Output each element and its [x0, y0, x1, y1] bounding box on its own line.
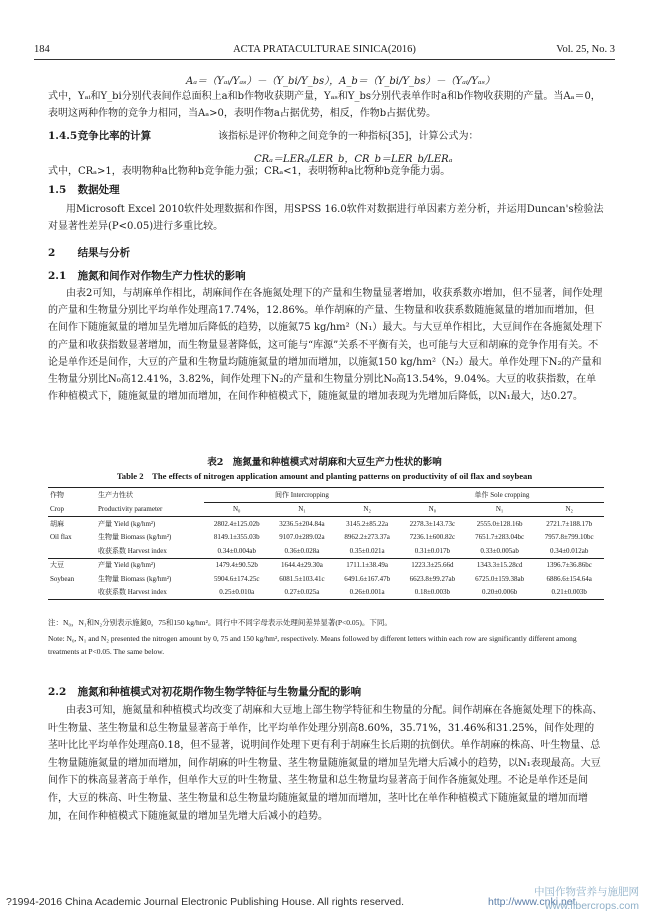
- value-cell: 2721.7±188.17b: [546, 519, 593, 528]
- value-cell: 7236.1±600.82c: [409, 533, 456, 542]
- inter-n1-header: N₁: [269, 502, 334, 517]
- value-cell: 2802.4±125.02b: [213, 519, 260, 528]
- value-cell: 8149.1±355.03b: [213, 533, 260, 542]
- table2-note-en: Note: N₀, N₁ and N₂ presented the nitrogen amount by 0, 75 and 150 kg/hm², respectively. Means followed by different letters within each row are significantly different among treatments at P<0.05. The same below.: [48, 634, 577, 656]
- inter-n0-header: N₀: [204, 502, 269, 517]
- table-header-row: [48, 488, 604, 503]
- page-number: 184: [34, 44, 50, 55]
- cnki-link[interactable]: http://www.cnki.net: [488, 896, 576, 908]
- value-cell: 7651.7±283.04bc: [475, 533, 525, 542]
- watermark-url: www.fibercrops.com: [545, 900, 639, 912]
- table-row: [48, 531, 604, 545]
- value-cell: 3236.5±204.84a: [279, 519, 325, 528]
- crop-cell: 胡麻: [50, 519, 64, 528]
- value-cell: 0.21±0.003b: [534, 586, 604, 600]
- section-2-2: [48, 684, 361, 699]
- value-cell: 0.20±0.006b: [465, 586, 535, 600]
- section-title: 施氮和间作对作物生产力性状的影响: [77, 270, 246, 282]
- table-row: [48, 517, 604, 531]
- value-cell: 6491.6±167.47b: [344, 574, 391, 583]
- section-number: 2.2: [48, 686, 67, 698]
- section-number: 1.5: [48, 184, 67, 196]
- intercropping-header: 间作 Intercropping: [204, 488, 400, 503]
- header-rule: [34, 59, 615, 60]
- value-cell: 6886.6±154.64a: [546, 574, 592, 583]
- aggressivity-definition: 式中，Yₐᵢ和Y_bi分别代表间作总面积上a和b作物收获期产量，Yₐₛ和Y_bs分别代表单作时a和b作物收获期的产量。当Aₐ＝0，表明这两种作物的竞争力相同，当Aₐ>0，表明作物a占据优势，相反，作物b占据优势。: [48, 91, 601, 120]
- param-cell: 产量 Yield (kg/hm²): [98, 561, 156, 570]
- table2: [48, 487, 604, 600]
- section-number: 1.4.5: [48, 130, 78, 142]
- sole-cropping-header: 单作 Sole cropping: [400, 488, 604, 503]
- journal-name: ACTA PRATACULTURAE SINICA(2016): [233, 44, 416, 55]
- copyright-notice: ?1994-2016 China Academic Journal Electronic Publishing House. All rights reserved.: [6, 896, 405, 908]
- crop-header-cn: 作物: [48, 488, 96, 503]
- results-2-2-paragraph: 由表3可知，施氮量和种植模式均改变了胡麻和大豆地上部生物学特征和生物量的分配。间作胡麻在各施氮处理下的株高、叶生物量、茎生物量和总生物量显著高于单作，比平均单作处理分别高8.60%，35.71%，31.46%和31.25%，间作处理的茎叶比比平均单作处理高0.18，但不显著，说明间作处理下更有利于胡麻生长后期的抗倒伏。单作胡麻的株高、叶生物量、总生物量随施氮量的增加而增加，间作胡麻的叶生物量、茎生物量随施氮量的增加呈先增大后减小的趋势，以N₁表现最高。大豆间作下的株高显著高于单作，但单作大豆的叶生物量、茎生物量和总生物量均显著高于间作各施氮处理。不论是单作还是间作，大豆的株高、叶生物量、茎生物量和总生物量均随施氮量的增加而增加，茎叶比在单作种植模式下随施氮量的增加而增加，在间作种植模式下随施氮量的增加呈先增大后减小的趋势。: [48, 705, 603, 822]
- crop-cell: Soybean: [50, 574, 75, 583]
- sole-n2-header: N₂: [534, 502, 604, 517]
- section-1-4-5: [48, 128, 151, 143]
- table-row: [48, 544, 604, 558]
- table-row: [48, 586, 604, 600]
- table2-note-cn: 注：N₀，N₁和N₂分别表示施氮0，75和150 kg/hm²。同行中不同字母表示处理间差异显著(P<0.05)。下同。: [48, 618, 392, 627]
- value-cell: 0.36±0.028a: [269, 544, 334, 558]
- crop-cell: Oil flax: [50, 533, 72, 542]
- table2-caption-cn: 表2 施氮量和种植模式对胡麻和大豆生产力性状的影响: [207, 457, 442, 468]
- competitive-ratio-formula: CRₐ＝LERₐ/LER_b，CR_b＝LER_b/LERₐ: [254, 154, 453, 165]
- watermark-cn: 中国作物营养与施肥网: [534, 886, 639, 898]
- value-cell: 8962.2±273.37a: [344, 533, 390, 542]
- value-cell: 0.34±0.012ab: [534, 544, 604, 558]
- section-title: 数据处理: [77, 184, 120, 196]
- section-2-1: [48, 268, 246, 283]
- value-cell: 1396.7±36.86bc: [546, 561, 592, 570]
- table-row: [48, 572, 604, 586]
- inter-n2-header: N₂: [334, 502, 399, 517]
- section-number: 2: [48, 247, 56, 259]
- value-cell: 0.31±0.017b: [400, 544, 465, 558]
- value-cell: 0.34±0.004ab: [204, 544, 269, 558]
- value-cell: 1343.3±15.28cd: [476, 561, 523, 570]
- value-cell: 1644.4±29.30a: [280, 561, 323, 570]
- param-header-en: Productivity parameter: [96, 502, 204, 517]
- crop-cell: [48, 586, 96, 600]
- param-cell: 收获系数 Harvest index: [96, 586, 204, 600]
- value-cell: 6081.5±103.41c: [279, 574, 325, 583]
- value-cell: 0.33±0.005ab: [465, 544, 535, 558]
- value-cell: 3145.2±85.22a: [346, 519, 389, 528]
- value-cell: 0.26±0.001a: [334, 586, 399, 600]
- table-row: [48, 558, 604, 572]
- results-2-1-paragraph: 由表2可知，与胡麻单作相比，胡麻间作在各施氮处理下的产量和生物量显著增加，收获系数亦增加，但不显著，间作处理的产量和生物量分别比平均单作处理高17.74%，12.86%。单作胡麻的产量、生物量和收获系数随施氮量的增加而增加，但在间作下随施氮量的增加呈先增加后降低的趋势，以施氮75 kg/hm²（N₁）最大。与大豆单作相比，大豆间作在各施氮处理下的产量和收获指数显著增加，而生物量显著降低，这可能与“库源”关系不平衡有关，也可能与大豆和胡麻的竞争作用有关。不论是单作还是间作，大豆的产量和生物量均随施氮量的增加而增加，以施氮150 kg/hm²（N₂）最大。单作处理下N₂的产量和生物量分别比N₀高12.41%，3.82%，间作处理下N₂的产量和生物量分别比N₀高13.54%，9.04%。大豆的收获指数，在单作种植模式下，随施氮量的增加而增加，在间作种植模式下，随施氮量的增加表现为先增加后降低，以N₁最大，达0.27。: [48, 288, 603, 403]
- value-cell: 1223.3±25.66d: [411, 561, 454, 570]
- section-title: 结果与分析: [77, 247, 131, 259]
- value-cell: 1711.1±38.49a: [346, 561, 388, 570]
- running-header: [34, 44, 615, 58]
- value-cell: 7957.8±799.10bc: [544, 533, 594, 542]
- crop-cell: [48, 544, 96, 558]
- crop-cell: 大豆: [50, 561, 64, 570]
- param-cell: 收获系数 Harvest index: [96, 544, 204, 558]
- table-subheader-row: [48, 502, 604, 517]
- value-cell: 0.27±0.025a: [269, 586, 334, 600]
- value-cell: 6725.0±159.38ab: [475, 574, 525, 583]
- crop-header-en: Crop: [48, 502, 96, 517]
- section-2: [48, 245, 130, 260]
- aggressivity-formula: Aₐ＝（Yₐᵢ/Yₐₛ）－（Y_bi/Y_bs），A_b＝（Y_bi/Y_bs）－（Yₐᵢ/Yₐₛ）: [186, 76, 495, 87]
- param-cell: 生物量 Biomass (kg/hm²): [98, 574, 172, 583]
- value-cell: 2278.3±143.73c: [409, 519, 456, 528]
- value-cell: 9107.0±289.02a: [279, 533, 325, 542]
- value-cell: 5904.6±174.25c: [214, 574, 260, 583]
- section-title: 施氮和种植模式对初花期作物生物学特征与生物量分配的影响: [77, 686, 362, 698]
- table2-caption-en: Table 2 The effects of nitrogen application amount and planting patterns on productivity of oil flax and soybean: [116, 471, 533, 481]
- value-cell: 2555.0±128.16b: [476, 519, 523, 528]
- param-header-cn: 生产力性状: [96, 488, 204, 503]
- section-1-5: [48, 182, 120, 197]
- value-cell: 1479.4±90.52b: [215, 561, 258, 570]
- param-cell: 产量 Yield (kg/hm²): [98, 519, 156, 528]
- sole-n0-header: N₀: [400, 502, 465, 517]
- cr-intro: 该指标是评价物种之间竞争的一种指标[35]，计算公式为：: [218, 131, 479, 142]
- value-cell: 0.35±0.021a: [334, 544, 399, 558]
- value-cell: 0.25±0.010a: [204, 586, 269, 600]
- section-number: 2.1: [48, 270, 67, 282]
- sole-n1-header: N₁: [465, 502, 535, 517]
- data-processing-paragraph: 用Microsoft Excel 2010软件处理数据和作图，用SPSS 16.0软件对数据进行单因素方差分析，并运用Duncan's检验法对显著性差异(P<0.05)进行多重比较。: [48, 204, 604, 233]
- value-cell: 6623.8±99.27ab: [409, 574, 456, 583]
- cr-definition: 式中，CRₐ>1，表明物种a比物种b竞争能力强；CRₐ<1，表明物种a比物种b竞争能力弱。: [48, 166, 451, 177]
- param-cell: 生物量 Biomass (kg/hm²): [98, 533, 172, 542]
- section-title: 竞争比率的计算: [77, 130, 152, 142]
- volume-issue: Vol. 25, No. 3: [556, 44, 615, 55]
- value-cell: 0.18±0.003b: [400, 586, 465, 600]
